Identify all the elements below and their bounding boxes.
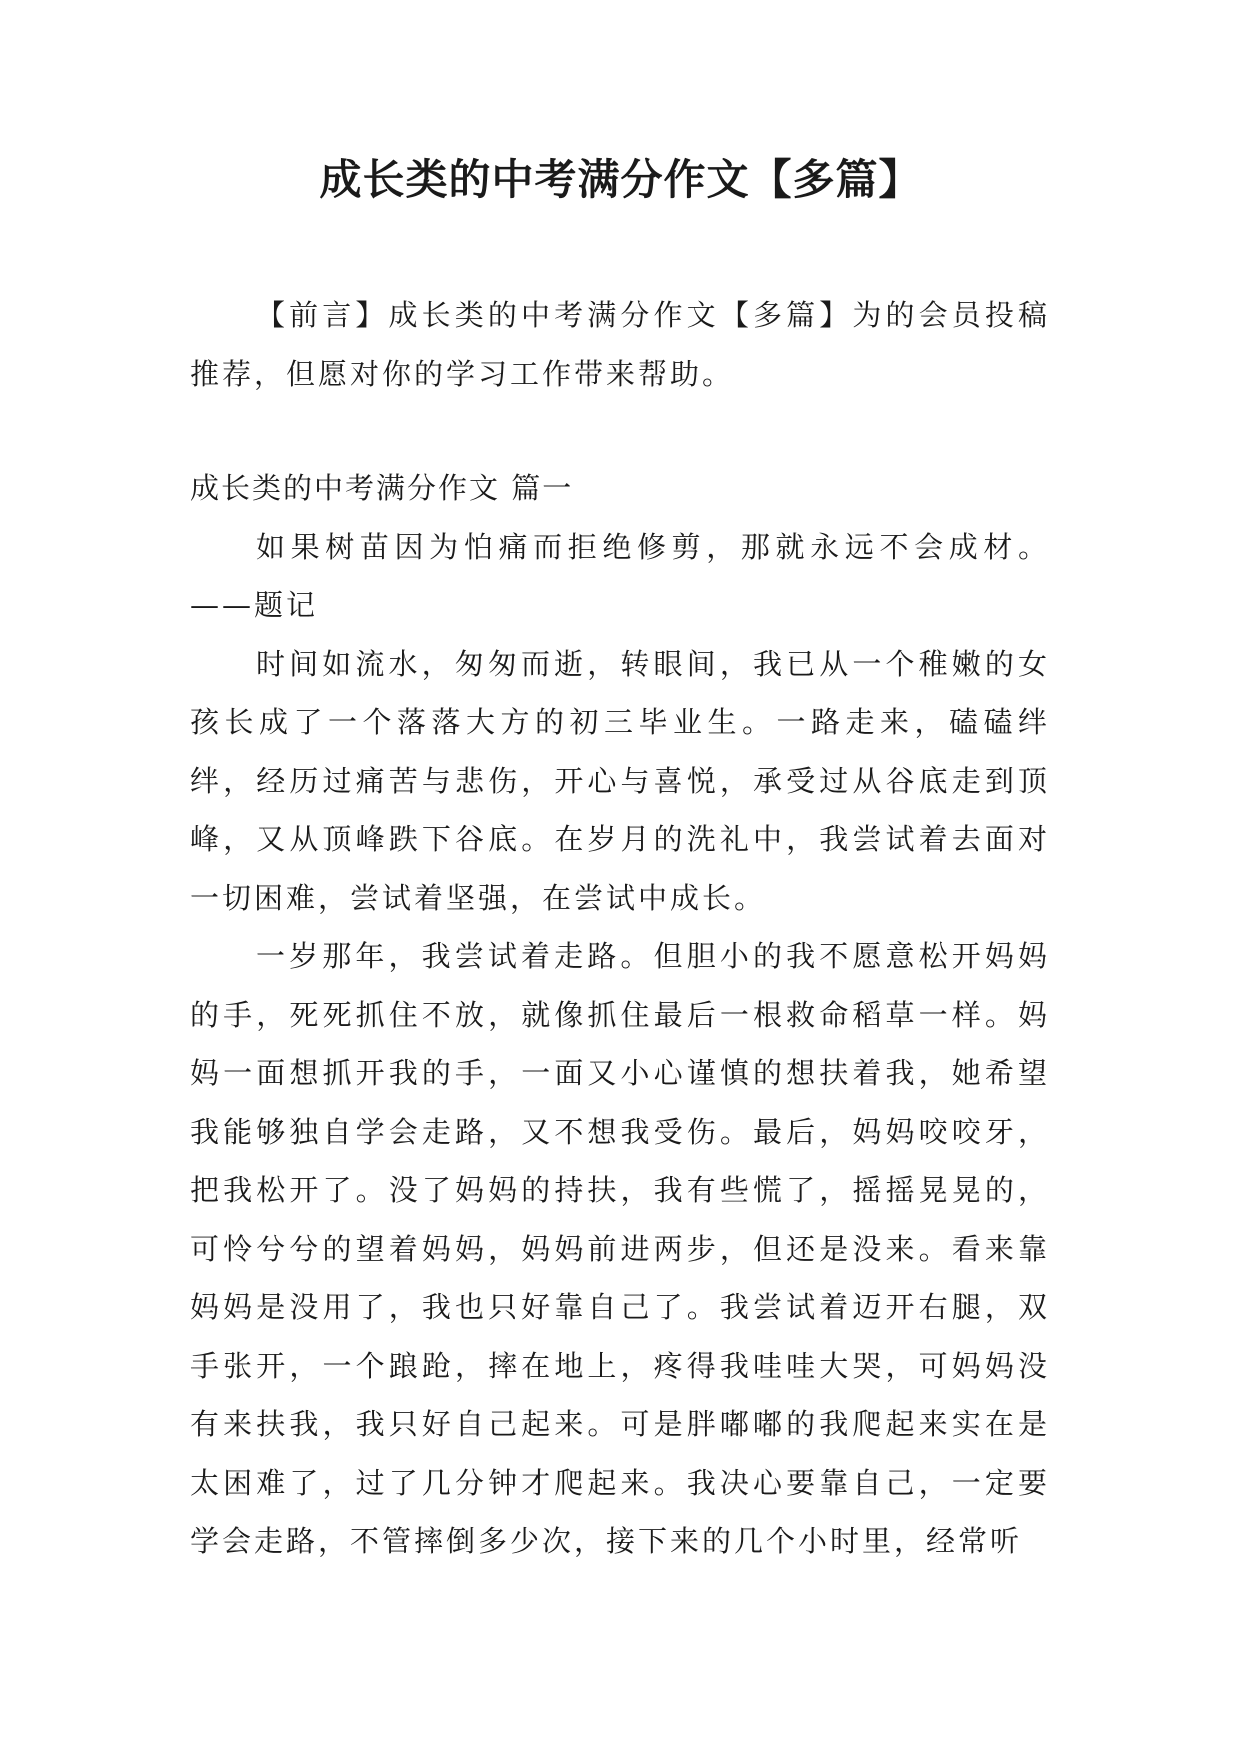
preface-paragraph: 【前言】成长类的中考满分作文【多篇】为的会员投稿推荐，但愿对你的学习工作带来帮助。: [190, 298, 1050, 391]
article-body: [190, 459, 1050, 1571]
epigraph-paragraph: 如果树苗因为怕痛而拒绝修剪，那就永远不会成材。——题记: [190, 529, 1050, 622]
document-title: 成长类的中考满分作文【多篇】: [319, 155, 922, 204]
body-paragraph: 一岁那年，我尝试着走路。但胆小的我不愿意松开妈妈的手，死死抓住不放，就像抓住最后一根救命稻草一样。妈妈一面想抓开我的手，一面又小心谨慎的想扶着我，她希望我能够独自学会走路，又不想我受伤。最后，妈妈咬咬牙，把我松开了。没了妈妈的持扶，我有些慌了，摇摇晃晃的，可怜兮兮的望着妈妈，妈妈前进两步，但还是没来。看来靠妈妈是没用了，我也只好靠自己了。我尝试着迈开右腿，双手张开，一个踉跄，摔在地上，疼得我哇哇大哭，可妈妈没有来扶我，我只好自己起来。可是胖嘟嘟的我爬起来实在是太困难了，过了几分钟才爬起来。我决心要靠自己，一定要学会走路，不管摔倒多少次，接下来的几个小时里，经常听: [190, 939, 1050, 1558]
section-heading: 成长类的中考满分作文 篇一: [190, 471, 574, 505]
preface-block: [190, 286, 1050, 403]
body-paragraph: 时间如流水，匆匆而逝，转眼间，我已从一个稚嫩的女孩长成了一个落落大方的初三毕业生。一路走来，磕磕绊绊，经历过痛苦与悲伤，开心与喜悦，承受过从谷底走到顶峰，又从顶峰跌下谷底。在岁月的洗礼中，我尝试着去面对一切困难，尝试着坚强，在尝试中成长。: [190, 646, 1050, 915]
